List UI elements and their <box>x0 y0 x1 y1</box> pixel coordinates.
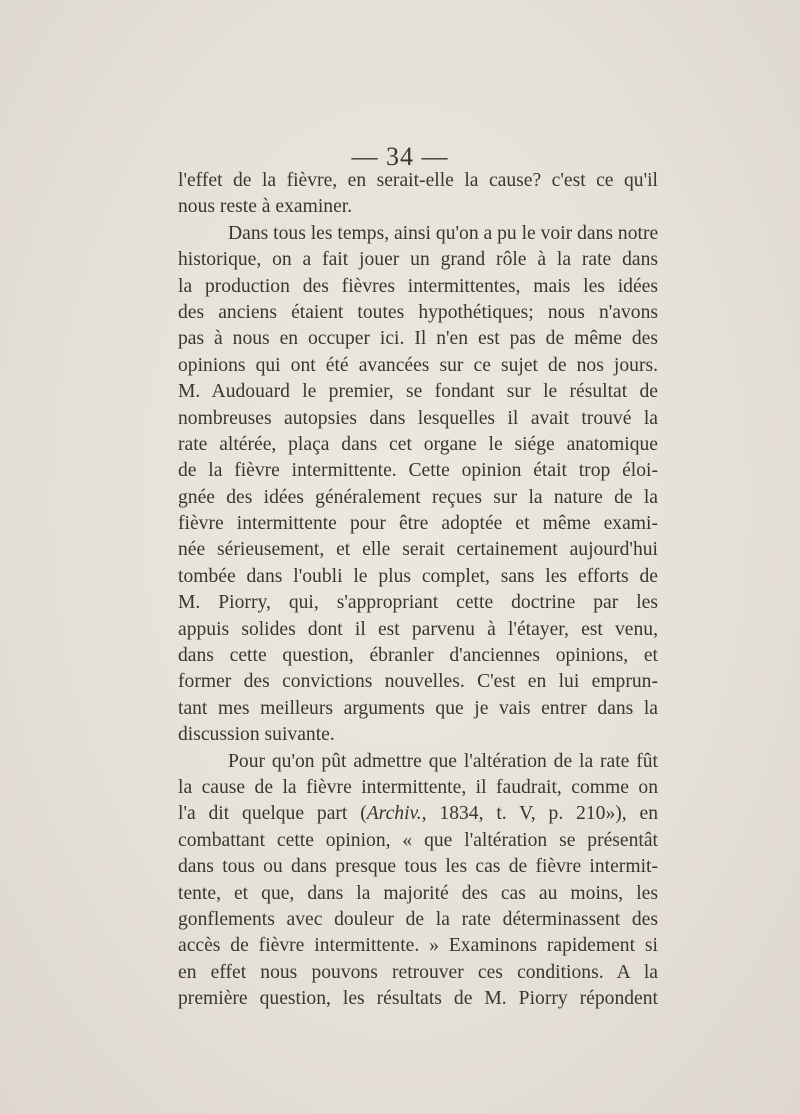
paragraph <box>178 221 658 749</box>
text-line: dans tous ou dans presque tous les cas de fièvre intermit- <box>178 856 658 878</box>
citation-journal: Archiv. <box>366 803 422 825</box>
text-line: tombée dans l'oubli le plus complet, sans les efforts de <box>178 565 658 587</box>
text-line-with-citation <box>178 801 658 827</box>
text-line: combattant cette opinion, « que l'altération se présentât <box>178 829 658 851</box>
text-line: la cause de la fièvre intermittente, il faudrait, comme on <box>178 776 658 798</box>
text-line: M. Piorry, qui, s'appropriant cette doctrine par les <box>178 592 658 614</box>
text-line: de la fièvre intermittente. Cette opinion était trop éloi- <box>178 460 658 482</box>
text-line: gnée des idées généralement reçues sur la nature de la <box>178 486 658 508</box>
text-line: fièvre intermittente pour être adoptée et même exami- <box>178 513 658 535</box>
text-line: Pour qu'on pût admettre que l'altération de la rate fût <box>228 750 658 772</box>
text-line: nombreuses autopsies dans lesquelles il avait trouvé la <box>178 407 658 429</box>
text-line: rate altérée, plaça dans cet organe le siége anatomique <box>178 433 658 455</box>
text-line: discussion suivante. <box>178 724 335 746</box>
text-line: dans cette question, ébranler d'anciennes opinions, et <box>178 645 658 667</box>
text-line: l'effet de la fièvre, en serait-elle la cause? c'est ce qu'il <box>178 170 658 191</box>
text-line: première question, les résultats de M. Piorry répondent <box>178 988 658 1010</box>
text-line: gonflements avec douleur de la rate déterminassent des <box>178 908 658 930</box>
text-line: en effet nous pouvons retrouver ces conditions. A la <box>178 961 658 983</box>
text-line: historique, on a fait jouer un grand rôle à la rate dans <box>178 249 658 271</box>
text-line: nous reste à examiner. <box>178 196 353 218</box>
text-line: Dans tous les temps, ainsi qu'on a pu le voir dans notre <box>228 222 659 244</box>
text-line: tente, et que, dans la majorité des cas au moins, les <box>178 882 658 904</box>
text-line: née sérieusement, et elle serait certainement aujourd'hui <box>178 539 658 561</box>
citation-details: , 1834, t. V, p. 210»), en <box>421 803 658 825</box>
text-line: appuis solides dont il est parvenu à l'étayer, est venu, <box>178 618 658 640</box>
text-line: la production des fièvres intermittentes, mais les idées <box>178 275 658 297</box>
text-line: des anciens étaient toutes hypothétiques; nous n'avons <box>178 301 658 323</box>
text-line: M. Audouard le premier, se fondant sur le résultat de <box>178 381 658 403</box>
text-line: pas à nous en occuper ici. Il n'en est pas de même des <box>178 328 658 350</box>
paragraph <box>178 749 658 1013</box>
text-line: former des convictions nouvelles. C'est en lui emprun- <box>178 671 658 693</box>
text-line: tant mes meilleurs arguments que je vais entrer dans la <box>178 697 658 719</box>
text-line: opinions qui ont été avancées sur ce sujet de nos jours. <box>178 354 658 376</box>
page-number: — 34 — <box>351 142 449 171</box>
body-text <box>178 168 658 1013</box>
text-line: accès de fièvre intermittente. » Examinons rapidement si <box>178 935 658 957</box>
text-fragment: l'a dit quelque part ( <box>178 803 367 825</box>
paragraph <box>178 168 658 221</box>
